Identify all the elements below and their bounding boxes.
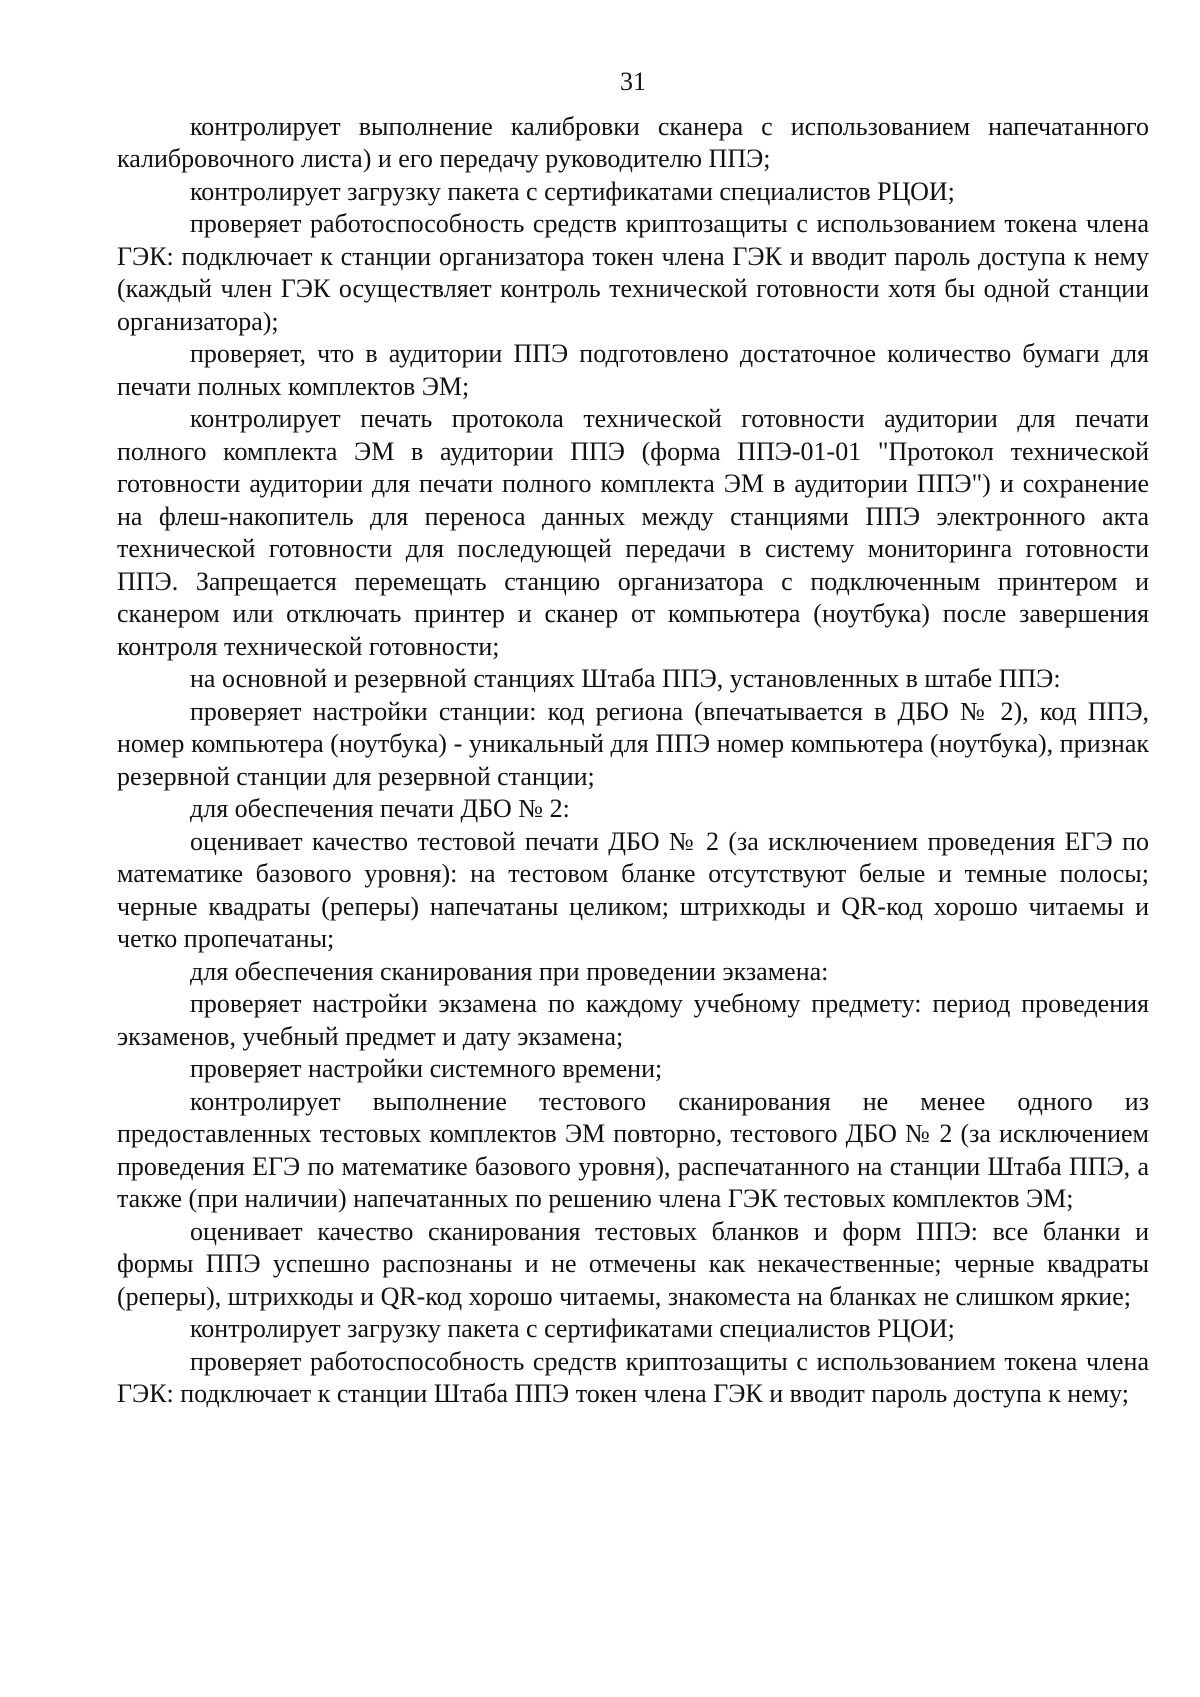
paragraph: контролирует загрузку пакета с сертификатами специалистов РЦОИ;: [190, 1314, 955, 1343]
paragraph: на основной и резервной станциях Штаба ППЭ, установленных в штабе ППЭ:: [190, 664, 1061, 693]
paragraph: контролирует печать протокола технической готовности аудитории для печати полного комплекта ЭМ в аудитории ППЭ (форма ППЭ-01-01 "Протокол технической готовности аудитории для печати полного комплекта ЭМ в аудитории ППЭ") и сохранение на флеш-накопитель для переноса данных между станциями ППЭ электронного акта технической готовности для последующей передачи в систему мониторинга готовности ППЭ. Запрещается перемещать станцию организатора с подключенным принтером и сканером или отключать принтер и сканер от компьютера (ноутбука) после завершения контроля технической готовности;: [117, 404, 1149, 661]
paragraph: проверяет, что в аудитории ППЭ подготовлено достаточное количество бумаги для печати полных комплектов ЭМ;: [117, 339, 1149, 401]
paragraph: проверяет работоспособность средств криптозащиты с использованием токена члена ГЭК: подключает к станции организатора токен члена ГЭК и вводит пароль доступа к нему (каждый член ГЭК осуществляет контроль технической готовности хотя бы одной станции организатора);: [117, 209, 1149, 336]
paragraph: контролирует загрузку пакета с сертификатами специалистов РЦОИ;: [190, 176, 955, 206]
paragraph: контролирует выполнение тестового сканирования не менее одного из предоставленных тестовых комплектов ЭМ повторно, тестового ДБО № 2 (за исключением проведения ЕГЭ по математике базового уровня), распечатанного на станции Штаба ППЭ, а также (при наличии) напечатанных по решению члена ГЭК тестовых комплектов ЭМ;: [117, 1086, 1149, 1213]
paragraph: контролирует выполнение калибровки сканера с использованием напечатанного калибровочного листа) и его передачу руководителю ППЭ;: [117, 111, 1149, 173]
paragraph: проверяет настройки системного времени;: [190, 1054, 663, 1083]
document-page: [117, 66, 1149, 1411]
paragraph: проверяет настройки станции: код региона (впечатывается в ДБО № 2), код ППЭ, номер компьютера (ноутбука) - уникальный для ППЭ номер компьютера (ноутбука), признак резервной станции для резервной станции;: [117, 696, 1149, 791]
paragraph: проверяет работоспособность средств криптозащиты с использованием токена члена ГЭК: подключает к станции Штаба ППЭ токен члена ГЭК и вводит пароль доступа к нему;: [117, 1346, 1149, 1408]
paragraph: проверяет настройки экзамена по каждому учебному предмету: период проведения экзаменов, учебный предмет и дату экзамена;: [117, 989, 1149, 1051]
paragraph: для обеспечения сканирования при проведении экзамена:: [190, 956, 829, 986]
paragraph: оценивает качество тестовой печати ДБО № 2 (за исключением проведения ЕГЭ по математике базового уровня): на тестовом бланке отсутствуют белые и темные полосы; черные квадраты (реперы) напечатаны целиком; штрихкоды и QR-код хорошо читаемы и четко пропечатаны;: [117, 826, 1149, 953]
paragraph: оценивает качество сканирования тестовых бланков и форм ППЭ: все бланки и формы ППЭ успешно распознаны и не отмечены как некачественные; черные квадраты (реперы), штрихкоды и QR-код хорошо читаемы, знакоместа на бланках не слишком яркие;: [117, 1216, 1149, 1311]
paragraph: для обеспечения печати ДБО № 2:: [190, 794, 570, 823]
page-number: 31: [620, 67, 646, 96]
